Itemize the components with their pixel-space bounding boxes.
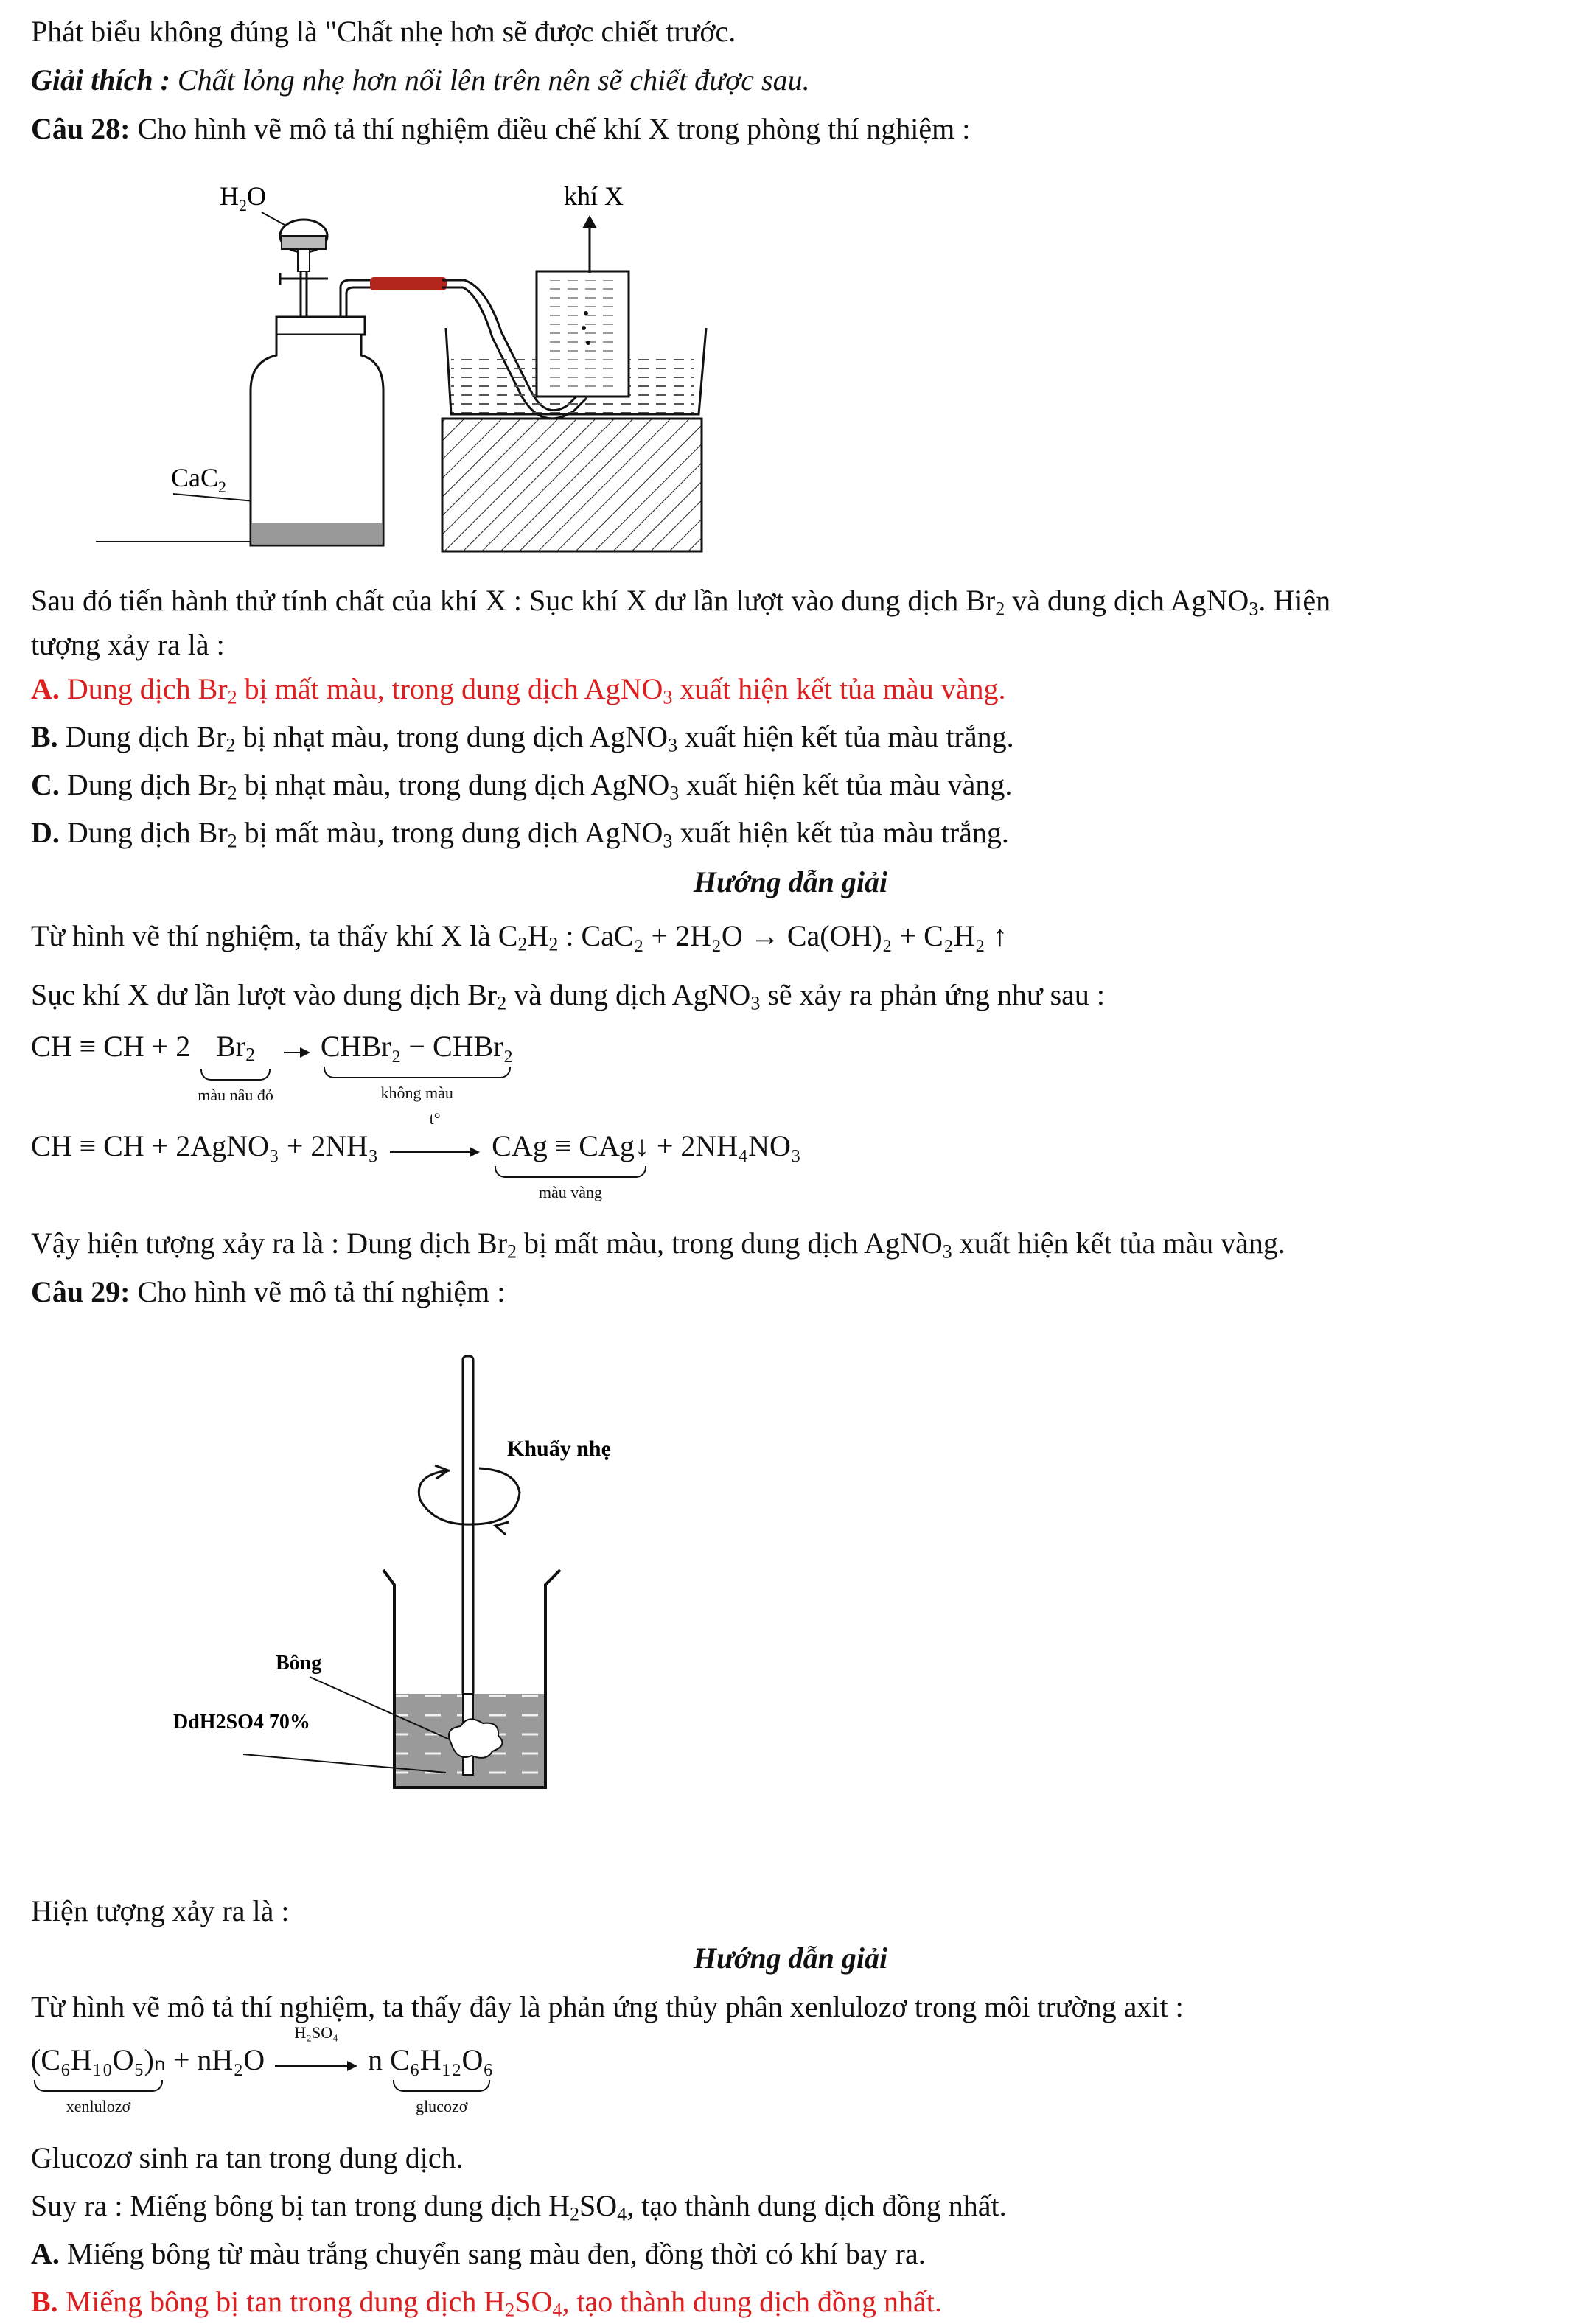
eq3-glucose-group: C₆H₁₂O₆ glucozơ (390, 2043, 494, 2115)
q29-solution-line1: Từ hình vẽ mô tả thí nghiệm, ta thấy đây là phản ứng thủy phân xenlulozơ trong môi trường axit : (31, 1990, 1184, 2023)
figure-cellulose-hydrolysis (0, 1341, 737, 1828)
question-29: Câu 29: Cho hình vẽ mô tả thí nghiệm : (31, 1275, 506, 1308)
q28-solution-line1: Từ hình vẽ thí nghiệm, ta thấy khí X là $C_2H_2$ : CaC₂ + 2H₂O → Ca(OH)₂ + C₂H₂ ↑ (31, 919, 1008, 955)
equation-bromination: CH ≡ CH + 2 $Br_2$ màu nâu đỏ CHBr₂ − CHBr₂ không màu (31, 1030, 514, 1104)
q28-option-d: D. Dung dịch $Br_2$ bị mất màu, trong dung dịch AgNO$_3$ xuất hiện kết tủa màu trắng. (31, 816, 1009, 852)
equation-hydrolysis: (C₆H₁₀O₅)ₙ xenlulozơ + nH₂O H₂SO₄ n C₆H₁₂O₆ glucozơ (31, 2023, 494, 2115)
question-28: Câu 28: Cho hình vẽ mô tả thí nghiệm điều chế khí X trong phòng thí nghiệm : (31, 112, 971, 145)
q28-option-c: C. Dung dịch $Br_2$ bị nhạt màu, trong dung dịch AgNO$_3$ xuất hiện kết tủa màu vàng. (31, 768, 1013, 804)
q28-solution-line2: Sục khí X dư lần lượt vào dung dịch $Br_2$ và dung dịch AgNO$_3$ sẽ xảy ra phản ứng như sau : (31, 978, 1106, 1014)
para-explanation: Giải thích : Chất lỏng nhẹ hơn nổi lên trên nên sẽ chiết được sau. (31, 63, 810, 97)
eq1-product-group: CHBr₂ − CHBr₂ không màu (320, 1030, 514, 1102)
q29-option-a: A. Miếng bông từ màu trắng chuyển sang màu đen, đồng thời có khí bay ra. (31, 2237, 926, 2270)
equation-silver-acetylide: CH ≡ CH + 2AgNO₃ + 2NH₃ t° CAg ≡ CAg↓ màu vàng + 2NH₄NO₃ (31, 1109, 801, 1201)
q29-guide-title: Hướng dẫn giải (693, 1941, 888, 1975)
q28-conclusion: Vậy hiện tượng xảy ra là : Dung dịch $Br_2$ bị mất màu, trong dung dịch AgNO$_3$ xuất hiện kết tủa màu vàng. (31, 1226, 1285, 1263)
q28-guide-title: Hướng dẫn giải (693, 865, 888, 898)
q28-stem-line2: tượng xảy ra là : (31, 628, 225, 661)
label-cac2: CaC$_2$ (171, 463, 227, 496)
label-cotton: Bông (276, 1652, 322, 1675)
eq3-cellulose-group: (C₆H₁₀O₅)ₙ xenlulozơ (31, 2043, 166, 2115)
q28-option-a: A. Dung dịch $Br_2$ bị mất màu, trong dung dịch AgNO$_3$ xuất hiện kết tủa màu vàng. (31, 672, 1006, 708)
eq2-product-group: CAg ≡ CAg↓ màu vàng (492, 1129, 649, 1201)
label-h2o: $H_2O$ (220, 181, 266, 214)
label-acid: DdH2SO4 70% (173, 1711, 310, 1734)
q29-solution-line3: Suy ra : Miếng bông bị tan trong dung dịch $H_2SO_4$, tạo thành dung dịch đồng nhất. (31, 2189, 1007, 2225)
q29-stem: Hiện tượng xảy ra là : (31, 1894, 290, 1927)
q29-solution-line2: Glucozơ sinh ra tan trong dung dịch. (31, 2141, 464, 2174)
q29-option-b: B. Miếng bông bị tan trong dung dịch $H_2SO_4$, tạo thành dung dịch đồng nhất. (31, 2285, 942, 2321)
label-gas-x: khí X (564, 181, 624, 211)
q28-option-b: B. Dung dịch $Br_2$ bị nhạt màu, trong dung dịch AgNO$_3$ xuất hiện kết tủa màu trắng. (31, 720, 1014, 756)
label-stir: Khuấy nhẹ (507, 1437, 611, 1461)
figure-acetylene-apparatus (0, 170, 737, 553)
eq1-br2-group: $Br_2$ màu nâu đỏ (198, 1030, 273, 1104)
q28-stem-line1: Sau đó tiến hành thử tính chất của khí X : Sục khí X dư lần lượt vào dung dịch $Br_2$ và dung dịch AgNO$_3$. Hiện (31, 584, 1331, 620)
para-statement: Phát biểu không đúng là "Chất nhẹ hơn sẽ được chiết trước. (31, 15, 736, 48)
